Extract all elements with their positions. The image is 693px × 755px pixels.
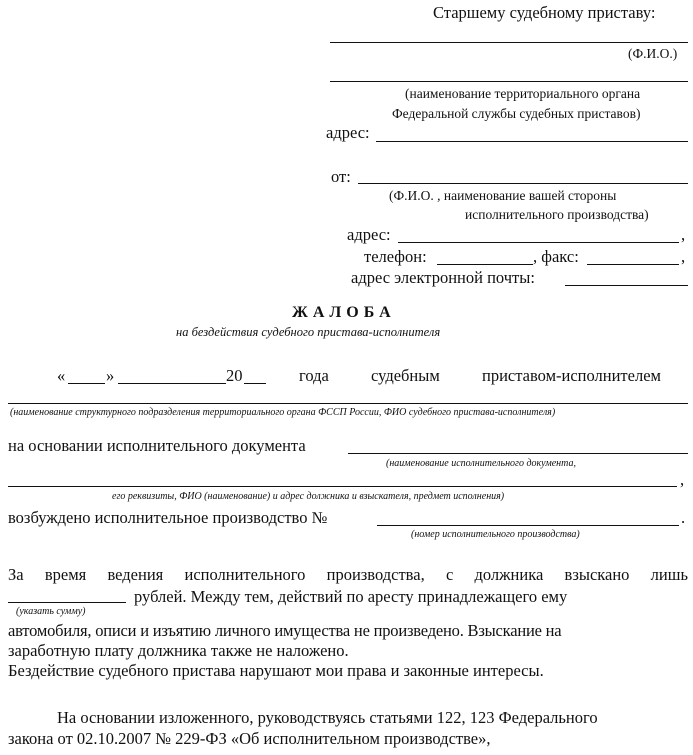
amount-caption: (указать сумму) bbox=[16, 606, 86, 617]
paragraph-1-word: время bbox=[44, 565, 87, 584]
basis-text: на основании исполнительного документа bbox=[8, 436, 306, 455]
paragraph-1-word: За bbox=[8, 565, 24, 584]
paragraph-1-word: производства, bbox=[326, 565, 425, 584]
paragraph-1-word: с bbox=[445, 565, 454, 584]
fio-caption: (Ф.И.О.) bbox=[628, 46, 678, 61]
fax-line[interactable] bbox=[587, 264, 679, 265]
party-caption-1: (Ф.И.О. , наименование вашей стороны bbox=[389, 188, 617, 203]
organ-caption-1: (наименование территориального органа bbox=[405, 86, 641, 101]
bailiff-word: судебным bbox=[371, 366, 440, 385]
organ-line[interactable] bbox=[330, 81, 688, 82]
paragraph-1-line-1 bbox=[8, 565, 688, 585]
comma: , bbox=[680, 470, 685, 489]
addressee-text: Старшему судебному приставу: bbox=[433, 3, 656, 22]
from-line[interactable] bbox=[358, 183, 688, 184]
month-line[interactable] bbox=[118, 383, 226, 384]
paragraph-1-word: ведения bbox=[107, 565, 164, 584]
email-label: адрес электронной почты: bbox=[351, 268, 535, 287]
case-number-line[interactable] bbox=[377, 525, 679, 526]
paragraph-1-line-3: автомобиля, описи и изъятию личного имущества не произведено. Взыскание на bbox=[8, 621, 562, 640]
case-number-caption: (номер исполнительного производства) bbox=[411, 529, 580, 540]
paragraph-2: Бездействие судебного пристава нарушают мои права и законные интересы. bbox=[8, 661, 544, 680]
organ-caption-2: Федеральной службы судебных приставов) bbox=[392, 106, 641, 121]
document-caption: (наименование исполнительного документа, bbox=[386, 458, 576, 469]
email-line[interactable] bbox=[565, 285, 688, 286]
document-title: ЖАЛОБА bbox=[292, 304, 396, 321]
address-label: адрес: bbox=[326, 123, 370, 142]
date-close-quote: » bbox=[106, 366, 115, 385]
comma: , bbox=[681, 247, 686, 266]
comma: , bbox=[681, 225, 686, 244]
address2-line[interactable] bbox=[398, 242, 679, 243]
fax-label: , факс: bbox=[533, 247, 579, 266]
paragraph-1-word: должника bbox=[474, 565, 544, 584]
document-subtitle: на бездействия судебного пристава-исполнителя bbox=[176, 325, 441, 339]
addressee-line[interactable] bbox=[330, 42, 688, 43]
party-caption-2: исполнительного производства) bbox=[465, 207, 649, 222]
paragraph-1-line-2: рублей. Между тем, действий по аресту принадлежащего ему bbox=[134, 587, 568, 606]
paragraph-1-line-4: заработную плату должника также не наложено. bbox=[8, 641, 349, 660]
amount-line[interactable] bbox=[8, 602, 126, 603]
address-line[interactable] bbox=[376, 141, 688, 142]
details-line[interactable] bbox=[8, 486, 677, 487]
bailiff-word-2: приставом-исполнителем bbox=[482, 366, 661, 385]
year-line[interactable] bbox=[244, 383, 266, 384]
department-line[interactable] bbox=[8, 403, 688, 404]
day-line[interactable] bbox=[68, 383, 105, 384]
paragraph-1-word: исполнительного bbox=[184, 565, 306, 584]
document-line[interactable] bbox=[348, 453, 688, 454]
paragraph-1-word: лишь bbox=[650, 565, 688, 584]
year-prefix: 20 bbox=[226, 366, 243, 385]
year-word: года bbox=[299, 366, 329, 385]
department-caption: (наименование структурного подразделения территориального органа ФССП России, ФИО судебного пристава-исполнителя) bbox=[10, 407, 556, 418]
paragraph-3-line-1: На основании изложенного, руководствуясь статьями 122, 123 Федерального bbox=[57, 708, 598, 727]
period: . bbox=[681, 508, 686, 527]
paragraph-3-line-2: закона от 02.10.2007 № 229-ФЗ «Об исполнительном производстве», bbox=[8, 729, 491, 748]
phone-line[interactable] bbox=[437, 264, 533, 265]
paragraph-1-word: взыскано bbox=[564, 565, 630, 584]
phone-label: телефон: bbox=[364, 247, 427, 266]
from-label: от: bbox=[331, 167, 351, 186]
details-caption: его реквизиты, ФИО (наименование) и адрес должника и взыскателя, предмет исполнения) bbox=[112, 491, 505, 502]
date-open-quote: « bbox=[57, 366, 66, 385]
address2-label: адрес: bbox=[347, 225, 391, 244]
initiated-text: возбуждено исполнительное производство № bbox=[8, 508, 328, 527]
